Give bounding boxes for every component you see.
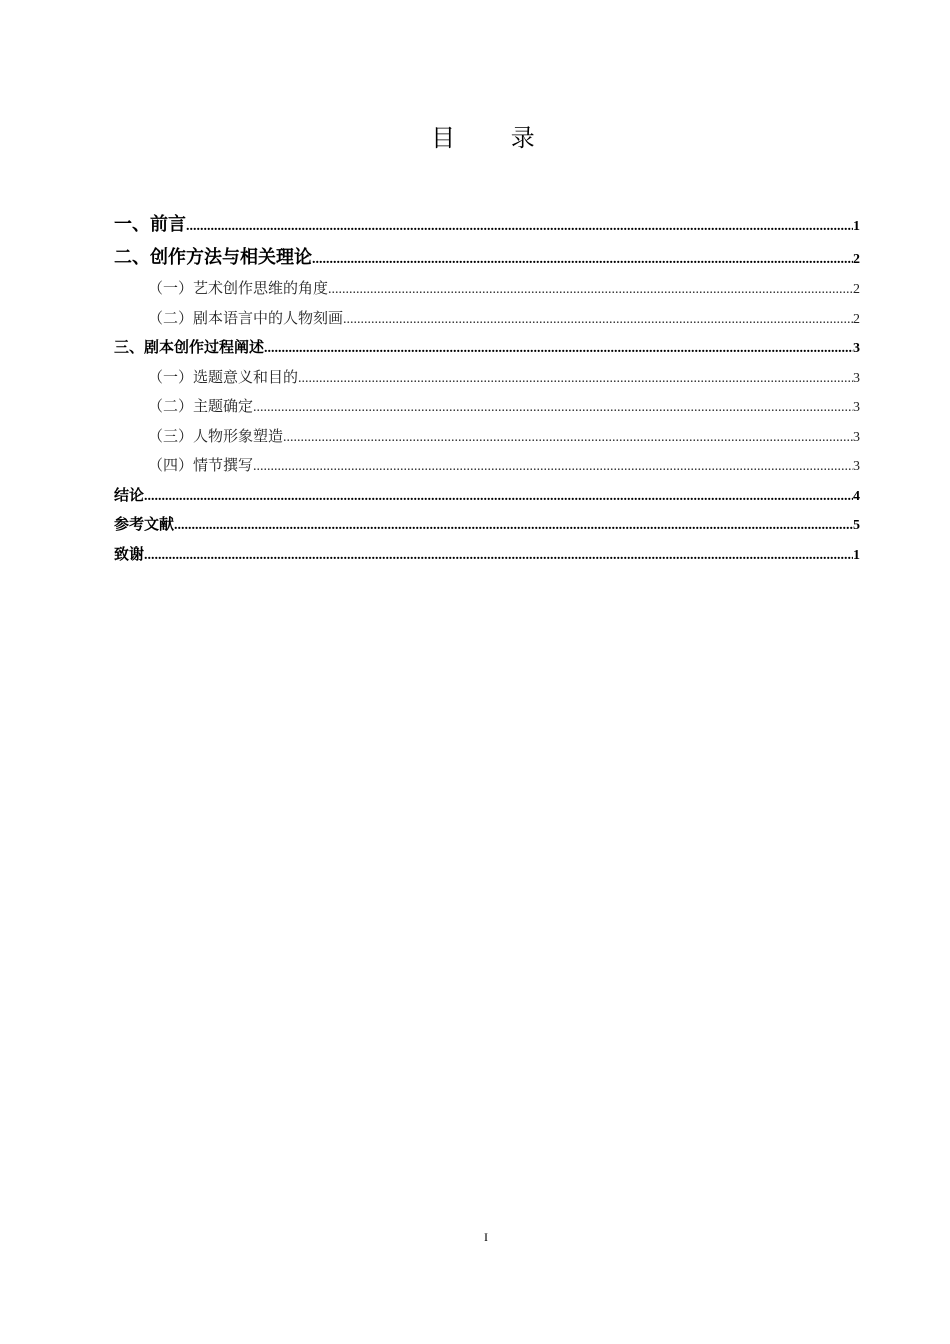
toc-dot-leader bbox=[283, 423, 853, 452]
toc-entry-label: 一、前言 bbox=[114, 214, 186, 235]
toc-page-number: 1 bbox=[853, 219, 860, 234]
toc-entry-plot-writing[interactable] bbox=[114, 451, 860, 481]
toc-dot-leader bbox=[253, 393, 853, 422]
toc-dot-leader bbox=[343, 305, 853, 334]
toc-entry-acknowledgements[interactable] bbox=[114, 540, 860, 570]
toc-entry-label: （一）艺术创作思维的角度 bbox=[148, 279, 329, 297]
toc-entry-label: （三）人物形象塑造 bbox=[148, 426, 284, 445]
table-of-contents bbox=[114, 208, 860, 569]
toc-page-number: 4 bbox=[853, 488, 860, 504]
footer-page-number: I bbox=[484, 1230, 488, 1244]
toc-page-number: 5 bbox=[853, 518, 860, 533]
toc-entry-label: （二）主题确定 bbox=[148, 397, 254, 415]
toc-dot-leader bbox=[253, 452, 853, 481]
toc-page-number: 3 bbox=[853, 400, 860, 415]
toc-dot-leader bbox=[328, 275, 853, 304]
toc-page-number: 3 bbox=[853, 429, 860, 445]
toc-entry-script-process[interactable] bbox=[114, 333, 860, 363]
toc-entry-references[interactable] bbox=[114, 510, 860, 540]
toc-entry-artistic-thinking[interactable] bbox=[114, 274, 860, 304]
toc-dot-leader bbox=[186, 210, 853, 241]
toc-dot-leader bbox=[174, 511, 853, 540]
toc-entry-character-image[interactable] bbox=[114, 422, 860, 452]
toc-entry-label: 致谢 bbox=[114, 544, 145, 563]
toc-dot-leader bbox=[144, 482, 853, 511]
toc-entry-topic-significance[interactable] bbox=[114, 363, 860, 393]
toc-page-number: 3 bbox=[853, 459, 860, 474]
toc-entry-preface[interactable] bbox=[114, 208, 860, 241]
toc-entry-label: （四）情节撰写 bbox=[148, 456, 254, 474]
toc-dot-leader bbox=[264, 334, 853, 363]
toc-page-number: 2 bbox=[853, 282, 860, 297]
toc-entry-label: （二）剧本语言中的人物刻画 bbox=[148, 308, 344, 327]
toc-entry-character-portrayal[interactable] bbox=[114, 304, 860, 334]
toc-entry-label: 参考文献 bbox=[114, 515, 175, 533]
toc-dot-leader bbox=[144, 541, 853, 570]
toc-entry-label: （一）选题意义和目的 bbox=[148, 367, 299, 386]
toc-page-number: 3 bbox=[853, 341, 860, 356]
toc-entry-label: 二、创作方法与相关理论 bbox=[114, 247, 312, 268]
toc-entry-theme[interactable] bbox=[114, 392, 860, 422]
toc-page-number: 3 bbox=[853, 370, 860, 386]
toc-page-number: 2 bbox=[853, 252, 860, 267]
page-title: 目 录 bbox=[431, 124, 559, 152]
toc-dot-leader bbox=[312, 243, 853, 274]
toc-page-number: 1 bbox=[853, 547, 860, 563]
toc-entry-label: 三、剧本创作过程阐述 bbox=[114, 338, 265, 356]
toc-page-number: 2 bbox=[853, 311, 860, 327]
toc-entry-conclusion[interactable] bbox=[114, 481, 860, 511]
toc-entry-methods-theory[interactable] bbox=[114, 241, 860, 274]
toc-dot-leader bbox=[298, 364, 853, 393]
toc-entry-label: 结论 bbox=[114, 485, 145, 504]
